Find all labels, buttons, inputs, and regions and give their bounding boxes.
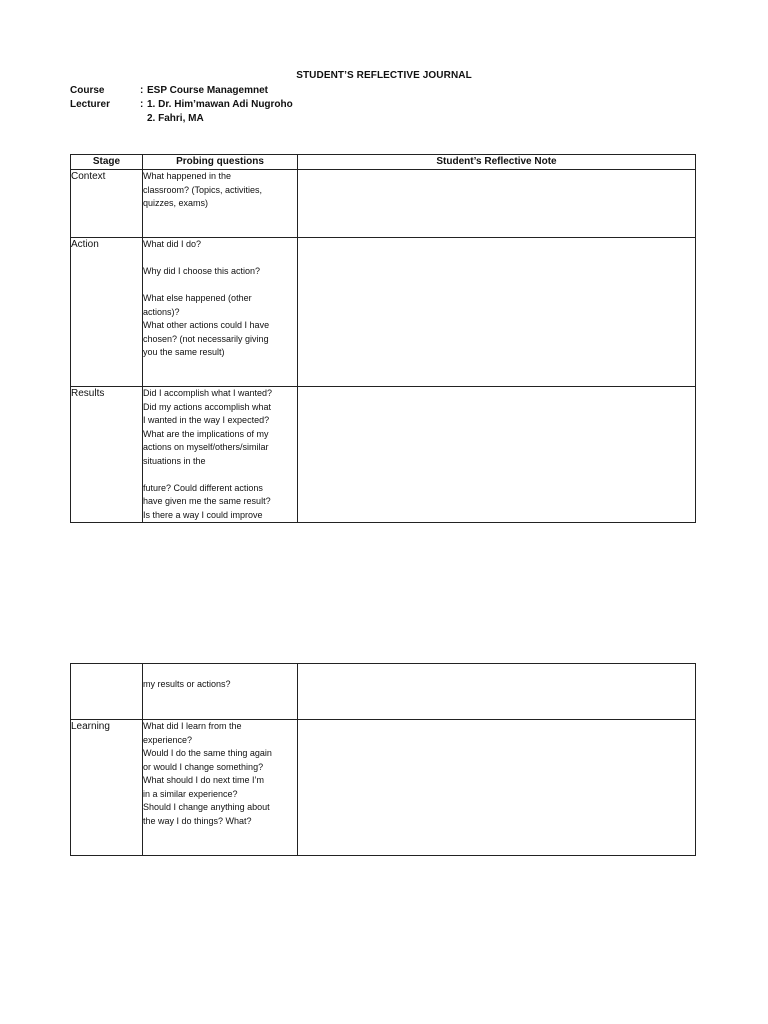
questions-cell [143,720,298,856]
note-cell[interactable] [298,170,696,238]
lecturer-label: Lecturer [70,99,111,110]
note-cell[interactable] [298,664,696,720]
questions-text: my results or actions? [143,678,231,689]
lecturer-colon: : [140,99,144,110]
header-probing-questions: Probing questions [143,155,298,170]
journal-table-page1 [70,154,696,523]
questions-text: What happened in the classroom? (Topics, activities, quizzes, exams) [143,171,263,208]
questions-cell [143,387,298,523]
course-label: Course [70,85,105,96]
table-row-action [71,238,696,387]
table-row-results-continued [71,664,696,720]
table-row-learning [71,720,696,856]
questions-cell [143,238,298,387]
questions-cell [143,170,298,238]
note-cell[interactable] [298,387,696,523]
lecturer-value-2: 2. Fahri, MA [147,113,204,124]
table-row-context [71,170,696,238]
header-stage: Stage [71,155,143,170]
stage-cell: Context [71,170,143,238]
course-value: ESP Course Managemnet [147,85,268,96]
stage-cell: Results [71,387,143,523]
table-row-results [71,387,696,523]
questions-text: What did I learn from the experience? Would I do the same thing again or would I change something? What should I do next time I’m in a similar experience? Should I change anything about the way I do things? What? [143,721,272,826]
stage-cell: Learning [71,720,143,856]
note-cell[interactable] [298,238,696,387]
questions-text: What did I do? Why did I choose this action? What else happened (other actions)? What other actions could I have chosen? (not necessarily giving you the same result) [143,239,270,357]
questions-cell [143,664,298,720]
lecturer-value-1: 1. Dr. Him’mawan Adi Nugroho [147,99,293,110]
note-cell[interactable] [298,720,696,856]
journal-table-page2 [70,663,696,856]
stage-cell: Action [71,238,143,387]
questions-text: Did I accomplish what I wanted? Did my actions accomplish what I wanted in the way I expected? What are the implications of my actions on myself/others/similar situations in the future? Could different actions have given me the same result? Is there a way I could improve [143,388,273,520]
table-header-row [71,155,696,170]
course-colon: : [140,85,144,96]
journal-title: STUDENT’S REFLECTIVE JOURNAL [296,70,472,81]
stage-cell [71,664,143,720]
header-reflective-note: Student’s Reflective Note [298,155,696,170]
